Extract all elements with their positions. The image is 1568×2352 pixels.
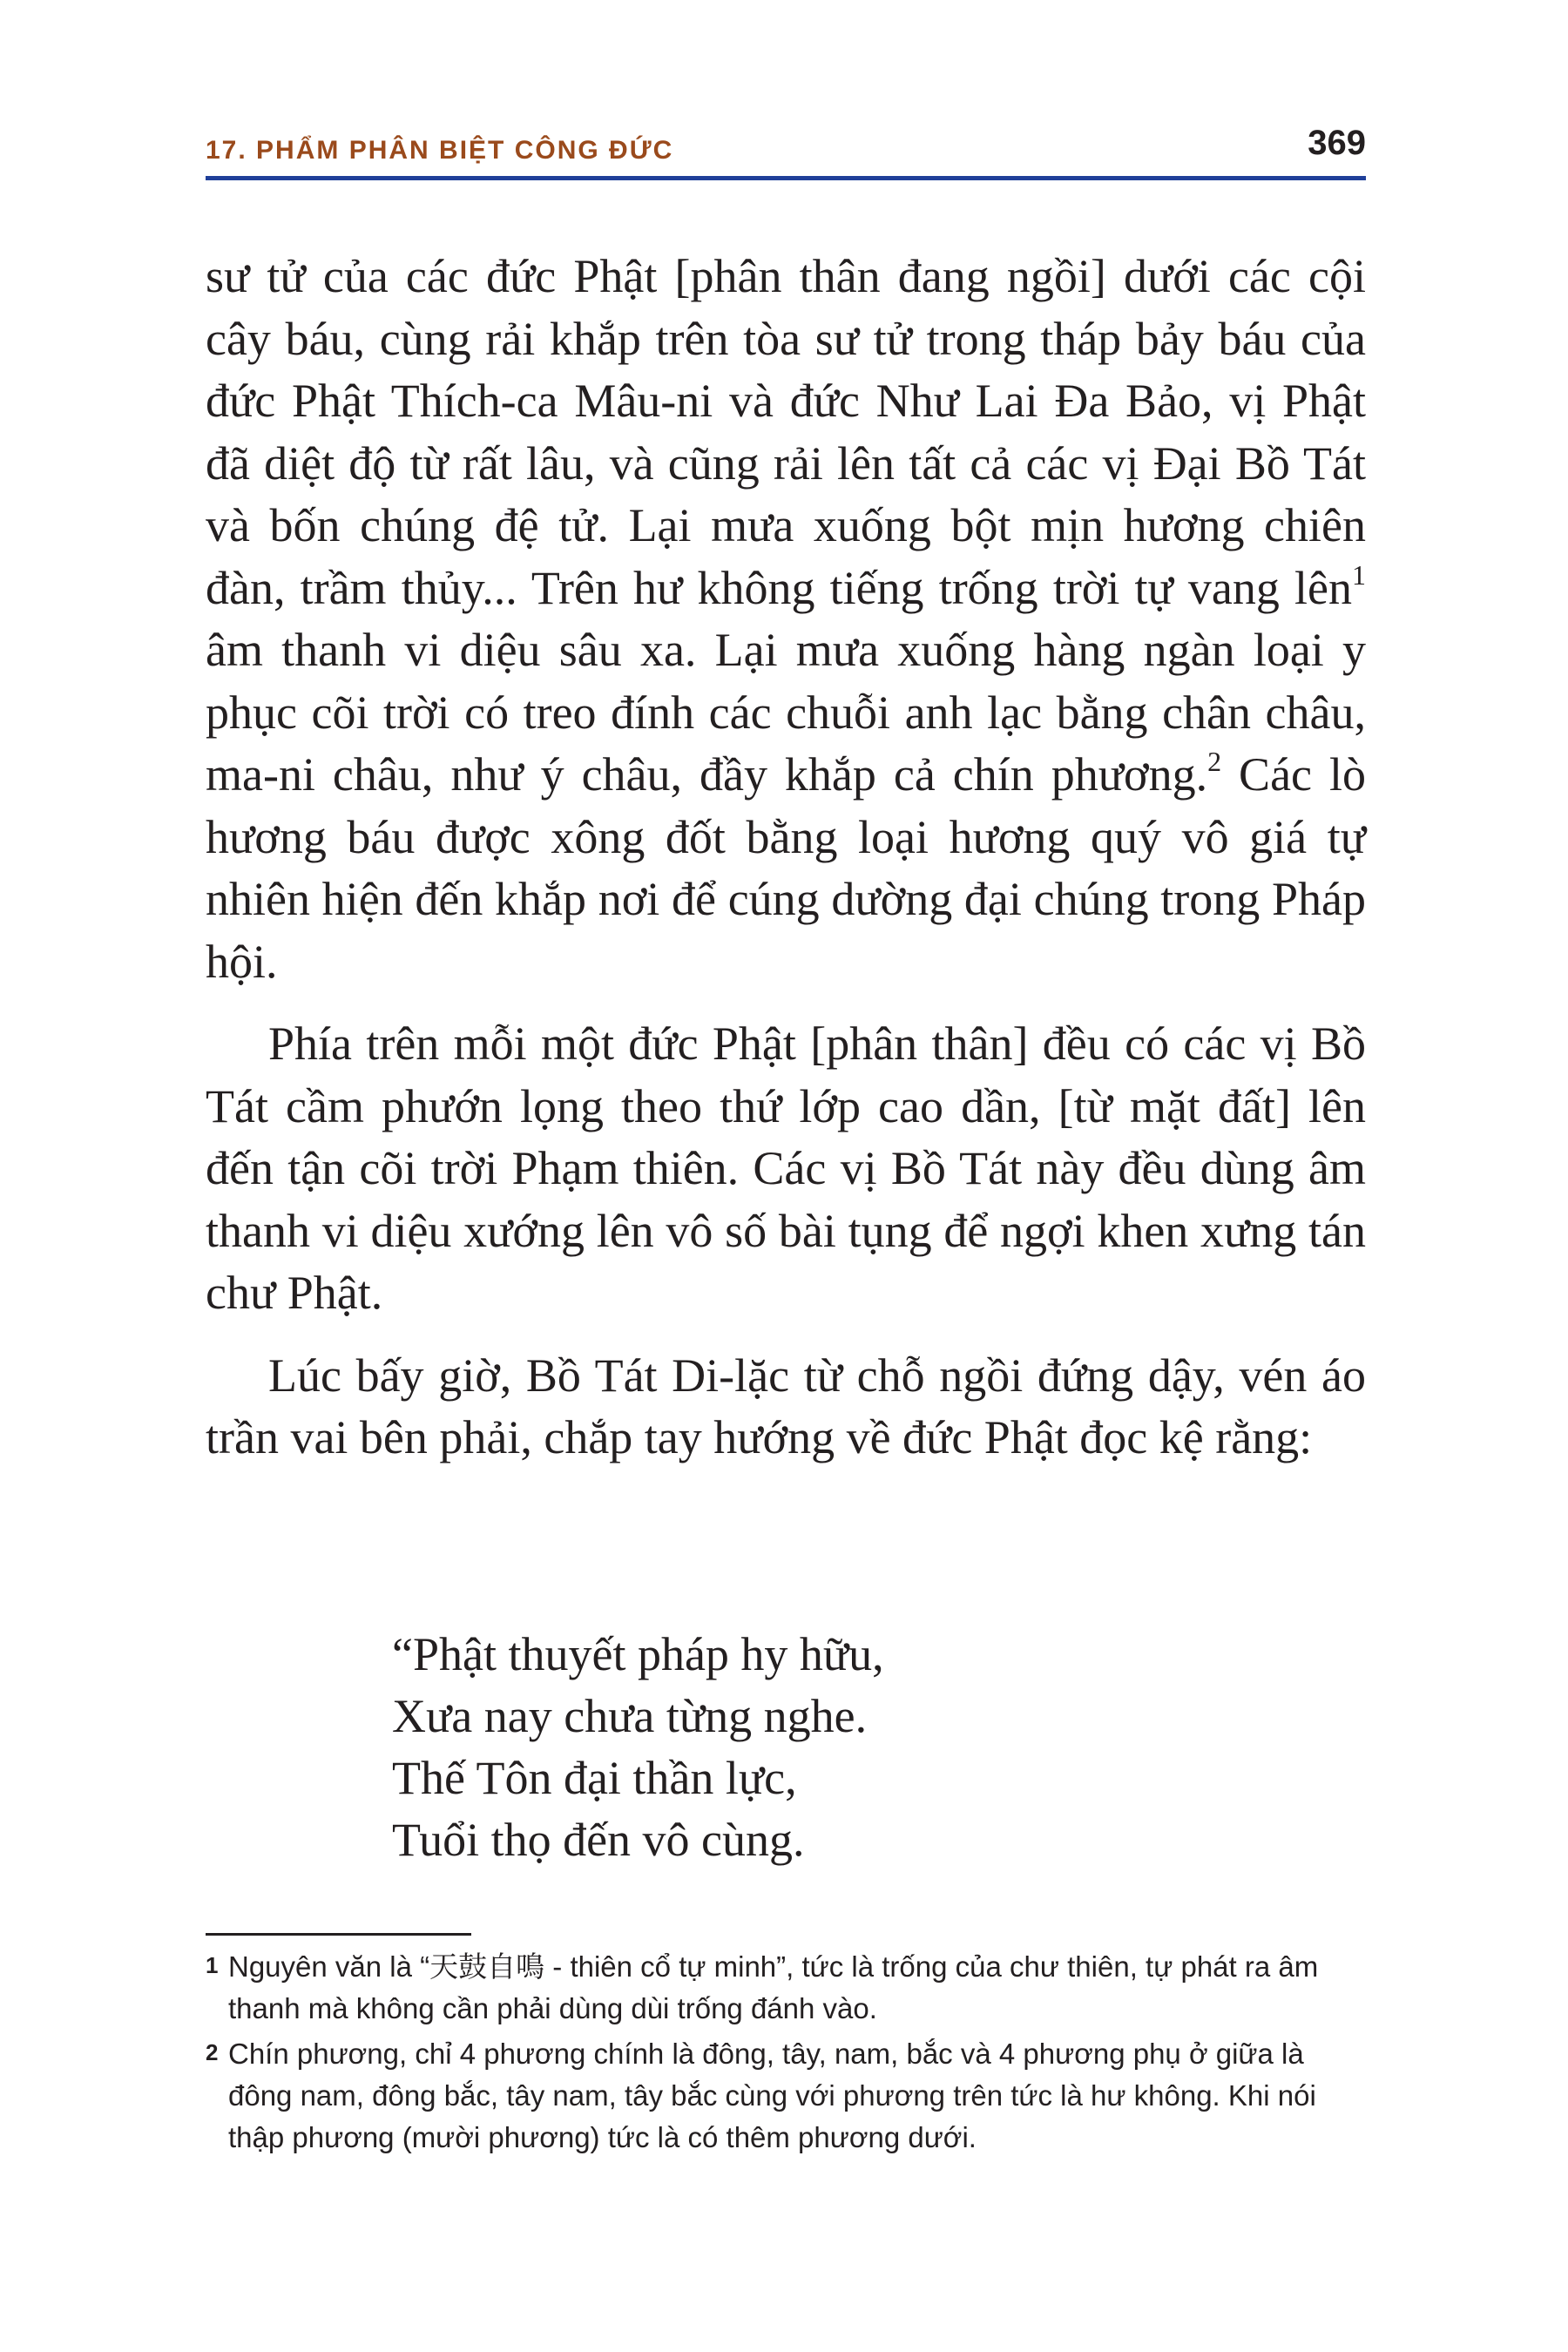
footnotes xyxy=(206,1946,1366,2162)
verse-line: Xưa nay chưa từng nghe. xyxy=(392,1690,868,1742)
verse-line: “Phật thuyết pháp hy hữu, xyxy=(392,1628,884,1680)
chapter-title: 17. PHẨM PHÂN BIỆT CÔNG ĐỨC xyxy=(206,136,674,165)
page-number: 369 xyxy=(1308,124,1366,162)
footnote-ref-2: 2 xyxy=(1207,746,1222,777)
footnote-ref-1: 1 xyxy=(1352,558,1366,591)
paragraph-2: Phía trên mỗi một đức Phật [phân thân] đều có các vị Bồ Tát cầm phướn lọng theo thứ lớp cao dần, [từ mặt đất] lên đến tận cõi trời Phạm thiên. Các vị Bồ Tát này đều dùng âm thanh vi diệu xướng lên vô số bài tụng để ngợi khen xưng tán chư Phật. xyxy=(206,1017,1366,1319)
main-text xyxy=(206,246,1366,1490)
running-header xyxy=(206,124,1366,180)
paragraph-1-part-b: âm thanh vi diệu sâu xa. Lại mưa xuống hàng ngàn loại y phục cõi trời có treo đính các chuỗi anh lạc bằng chân châu, ma-ni châu, như ý châu, đầy khắp cả chín phương. xyxy=(206,624,1366,801)
footnote-1-text: Nguyên văn là “天鼓自鳴 - thiên cổ tự minh”, tức là trống của chư thiên, tự phát ra âm thanh mà không cần phải dùng dùi trống đánh vào. xyxy=(228,1950,1319,2024)
footnote-1 xyxy=(206,1946,1366,2030)
paragraph-1 xyxy=(206,246,1366,993)
verse-line: Tuổi thọ đến vô cùng. xyxy=(392,1814,805,1866)
footnote-2 xyxy=(206,2033,1366,2159)
footnote-divider xyxy=(206,1933,471,1936)
footnote-2-mark: 2 xyxy=(206,2039,219,2065)
paragraph-3: Lúc bấy giờ, Bồ Tát Di-lặc từ chỗ ngồi đứng dậy, vén áo trần vai bên phải, chắp tay hướng về đức Phật đọc kệ rằng: xyxy=(206,1348,1366,1463)
verse-block xyxy=(392,1624,884,1871)
verse-line: Thế Tôn đại thần lực, xyxy=(392,1752,797,1804)
paragraph-1-part-c: Các lò hương báu được xông đốt bằng loại hương quý vô giá tự nhiên hiện đến khắp nơi để cúng dường đại chúng trong Pháp hội. xyxy=(206,748,1366,988)
footnote-1-mark: 1 xyxy=(206,1952,219,1978)
footnote-2-text: Chín phương, chỉ 4 phương chính là đông, tây, nam, bắc và 4 phương phụ ở giữa là đông nam, đông bắc, tây nam, tây bắc cùng với phương trên tức là hư không. Khi nói thập phương (mười phương) tức là có thêm phương dưới. xyxy=(228,2038,1316,2153)
paragraph-1-part-a: sư tử của các đức Phật [phân thân đang ngồi] dưới các cội cây báu, cùng rải khắp trên tòa sư tử trong tháp bảy báu của đức Phật Thích-ca Mâu-ni và đức Như Lai Đa Bảo, vị Phật đã diệt độ từ rất lâu, và cũng rải lên tất cả các vị Đại Bồ Tát và bốn chúng đệ tử. Lại mưa xuống bột mịn hương chiên đàn, trầm thủy... Trên hư không tiếng trống trời tự vang lên xyxy=(206,250,1366,614)
